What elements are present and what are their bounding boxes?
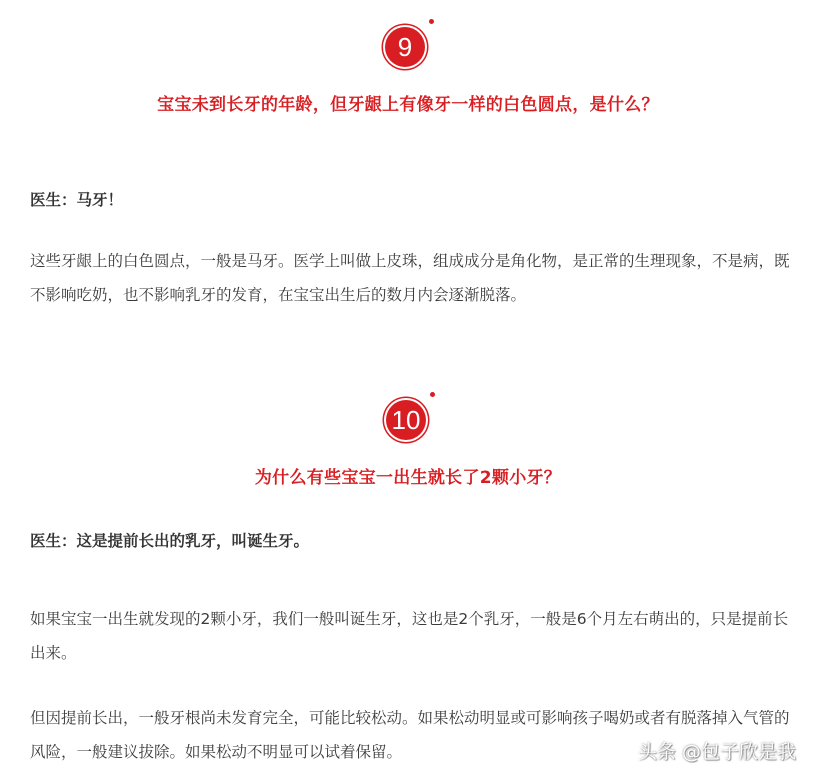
doctor-answer-label: 医生：马牙！	[30, 191, 124, 209]
section-number-badge: 9	[385, 27, 425, 67]
answer-paragraph: 这些牙龈上的白色圆点，一般是马牙。医学上叫做上皮珠，组成成分是角化物，是正常的生理现象，不是病，既不影响吃奶，也不影响乳牙的发育，在宝宝出生后的数月内会逐渐脱落。	[30, 252, 790, 304]
question-heading: 宝宝未到长牙的年龄，但牙龈上有像牙一样的白色圆点，是什么？	[157, 95, 659, 115]
section-number-badge: 10	[386, 400, 426, 440]
badge-dot-decoration	[430, 392, 435, 397]
source-watermark: 头条 @包子欣是我	[637, 741, 796, 763]
answer-paragraph: 如果宝宝一出生就发现的2颗小牙，我们一般叫诞生牙，这也是2个乳牙，一般是6个月左右萌出的，只是提前长出来。	[30, 610, 789, 662]
doctor-answer-label: 医生：这是提前长出的乳牙，叫诞生牙。	[30, 532, 310, 550]
answer-paragraph: 但因提前长出，一般牙根尚未发育完全，可能比较松动。如果松动明显或可影响孩子喝奶或者有脱落掉入气管的风险，一般建议拔除。如果松动不明显可以试着保留。	[30, 709, 790, 761]
question-heading: 为什么有些宝宝一出生就长了2颗小牙？	[254, 468, 562, 488]
badge-dot-decoration	[429, 19, 434, 24]
